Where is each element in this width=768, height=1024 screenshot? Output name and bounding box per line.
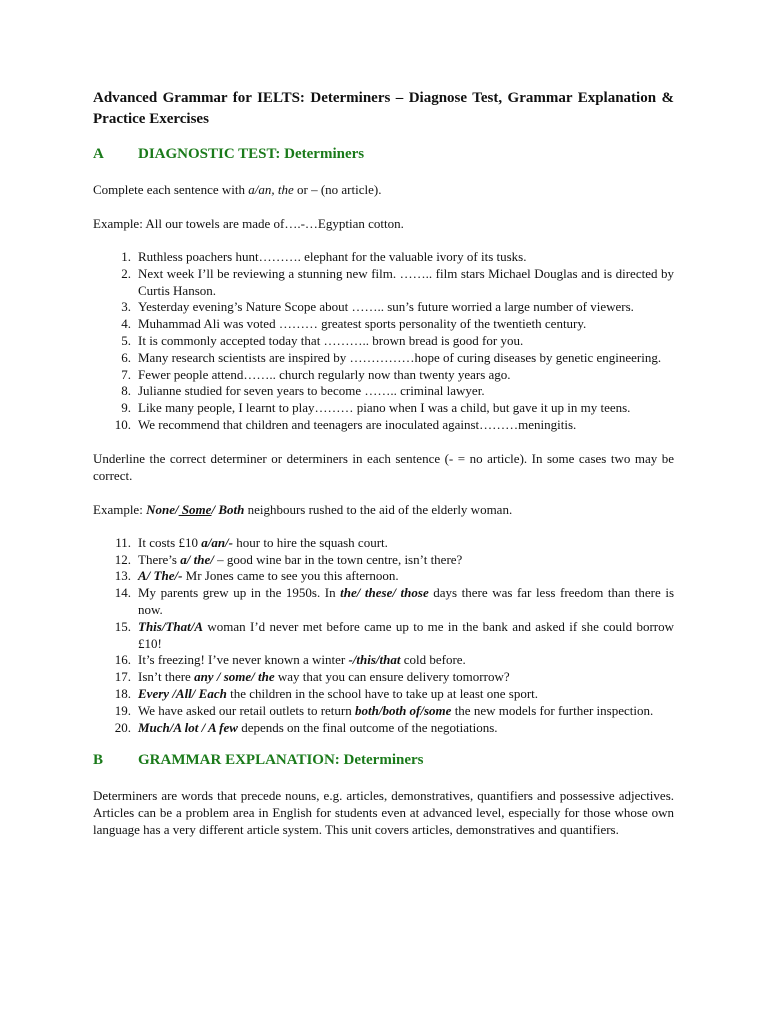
section-a-title: DIAGNOSTIC TEST: Determiners: [138, 146, 365, 162]
list-item: [93, 552, 674, 569]
item-text-post: days there was far less freedom than there is now.: [138, 585, 674, 617]
item-text-pre: It’s freezing! I’ve never known a winter: [138, 652, 349, 668]
example-2: [93, 501, 674, 518]
list-item: [93, 686, 674, 703]
item-number: 20.: [114, 719, 131, 735]
example-1: Example: All our towels are made of….-…Egyptian cotton.: [93, 216, 404, 231]
item-text: Ruthless poachers hunt………. elephant for the valuable ivory of its tusks.: [138, 249, 527, 264]
item-options: Much/A lot / A few: [138, 719, 238, 735]
item-number: 17.: [114, 669, 131, 685]
item-number: 11.: [115, 534, 131, 550]
list-item: [93, 619, 674, 653]
item-text: [138, 568, 674, 585]
item-text: Muhammad Ali was voted ……… greatest sports personality of the twentieth century.: [138, 316, 587, 332]
example-2-option-some: Some: [178, 501, 212, 517]
list-item: [93, 652, 674, 669]
item-options: Every /All/ Each: [138, 685, 227, 701]
list-item: [93, 535, 674, 552]
item-text-post: way that you can ensure delivery tomorrow?: [274, 669, 510, 685]
list-item: [93, 568, 674, 585]
section-a-letter: A: [93, 146, 104, 162]
item-options: a/an/-: [201, 534, 233, 550]
item-number: 5.: [121, 332, 131, 348]
item-text: [138, 720, 674, 737]
list-item: [93, 669, 674, 686]
list-item: [93, 703, 674, 720]
document-title: Advanced Grammar for IELTS: Determiners – Diagnose Test, Grammar Explanation & Practice Exercises: [93, 90, 674, 127]
item-options: both/both of/some: [355, 702, 452, 718]
list-item: [93, 266, 674, 300]
item-text-post: cold before.: [400, 652, 466, 668]
item-number: 15.: [114, 618, 131, 634]
item-text: [138, 619, 674, 653]
item-text-pre: Isn’t there: [138, 669, 195, 685]
item-number: 8.: [121, 383, 131, 399]
item-number: 7.: [121, 366, 131, 382]
item-text-post: the new models for further inspection.: [451, 702, 654, 718]
item-text-pre: It costs £10: [138, 534, 202, 550]
item-number: 6.: [121, 349, 131, 365]
list-item: [93, 299, 674, 316]
instruction-1-italic: a/an, the: [248, 182, 294, 197]
item-options: -/this/that: [348, 652, 401, 668]
item-text-post: the children in the school have to take up at least one sport.: [226, 685, 539, 701]
section-b-title: GRAMMAR EXPLANATION: Determiners: [138, 752, 424, 769]
item-text: Many research scientists are inspired by ……………hope of curing diseases by genetic engineering.: [138, 349, 662, 365]
item-text: It is commonly accepted today that ……….. brown bread is good for you.: [138, 332, 524, 348]
instruction-1-pre: Complete each sentence with: [93, 182, 249, 197]
item-text: [138, 703, 674, 720]
list-item: [93, 417, 674, 434]
item-number: 13.: [114, 568, 131, 584]
list-item: [93, 316, 674, 333]
exercise-list-1: [93, 249, 674, 434]
item-number: 10.: [114, 416, 131, 432]
item-text-pre: We have asked our retail outlets to return: [138, 702, 355, 718]
example-2-option-none: None/: [146, 501, 179, 517]
item-number: 4.: [121, 316, 131, 332]
list-item: [93, 350, 674, 367]
item-text-post: woman I’d never met before came up to me in the bank and asked if she could borrow £10!: [138, 618, 674, 651]
item-number: 12.: [114, 551, 131, 567]
item-text: Yesterday evening’s Nature Scope about …….. sun’s future worried a large number of viewers.: [138, 299, 634, 315]
item-text: We recommend that children and teenagers are inoculated against………meningitis.: [138, 416, 577, 432]
section-b-letter: B: [93, 752, 104, 769]
example-2-option-both: / Both: [211, 501, 245, 517]
example-2-post: neighbours rushed to the aid of the elderly woman.: [244, 501, 513, 517]
item-options: a/ the/: [180, 551, 214, 567]
item-text-pre: There’s: [138, 551, 181, 567]
instruction-1: [93, 181, 674, 198]
item-options: This/That/A: [138, 618, 204, 634]
list-item: [93, 720, 674, 737]
item-text: [138, 535, 674, 552]
item-number: 18.: [114, 685, 131, 701]
item-number: 14.: [114, 585, 131, 601]
item-text: Fewer people attend…….. church regularly now than twenty years ago.: [138, 366, 511, 382]
item-text: Like many people, I learnt to play……… piano when I was a child, but gave it up in my teens.: [138, 400, 631, 416]
item-number: 9.: [121, 400, 131, 416]
item-number: 2.: [121, 265, 131, 281]
list-item: [93, 249, 674, 266]
item-number: 1.: [121, 249, 131, 264]
list-item: [93, 585, 674, 619]
item-text-pre: My parents grew up in the 1950s. In: [138, 585, 341, 601]
instruction-2: Underline the correct determiner or determiners in each sentence (- = no article). In some cases two may be correct.: [93, 450, 674, 483]
list-item: [93, 400, 674, 417]
item-text: [138, 585, 674, 619]
example-2-pre: Example:: [93, 501, 147, 517]
item-text-post: depends on the final outcome of the negotiations.: [237, 719, 498, 735]
item-text-post: Mr Jones came to see you this afternoon.: [182, 568, 399, 584]
exercise-list-2: [93, 535, 674, 737]
item-options: the/ these/ those: [340, 585, 429, 601]
section-a-heading: [93, 146, 674, 163]
item-text: Julianne studied for seven years to become …….. criminal lawyer.: [138, 383, 485, 399]
item-text-post: – good wine bar in the town centre, isn’t there?: [213, 551, 463, 567]
item-number: 19.: [114, 702, 131, 718]
item-options: A/ The/-: [138, 568, 183, 584]
item-text: [138, 552, 674, 569]
list-item: [93, 367, 674, 384]
list-item: [93, 383, 674, 400]
item-text-post: hour to hire the squash court.: [233, 534, 388, 550]
section-b-heading: [93, 752, 674, 769]
item-text: Next week I’ll be reviewing a stunning new film. …….. film stars Michael Douglas and is directed by Curtis Hanson.: [138, 265, 674, 298]
item-number: 16.: [114, 652, 131, 668]
instruction-1-post: or – (no article).: [293, 182, 382, 197]
item-text: [138, 652, 674, 669]
grammar-explanation-paragraph: Determiners are words that precede nouns, e.g. articles, demonstratives, quantifiers and possessive adjectives. Articles can be a problem area in English for students even at advanced level, especially for those whose own language has a very different article system. This unit covers articles, demonstratives and quantifiers.: [93, 788, 674, 838]
item-options: any / some/ the: [194, 669, 275, 685]
item-number: 3.: [121, 299, 131, 315]
item-text: [138, 686, 674, 703]
list-item: [93, 333, 674, 350]
item-text: [138, 669, 674, 686]
